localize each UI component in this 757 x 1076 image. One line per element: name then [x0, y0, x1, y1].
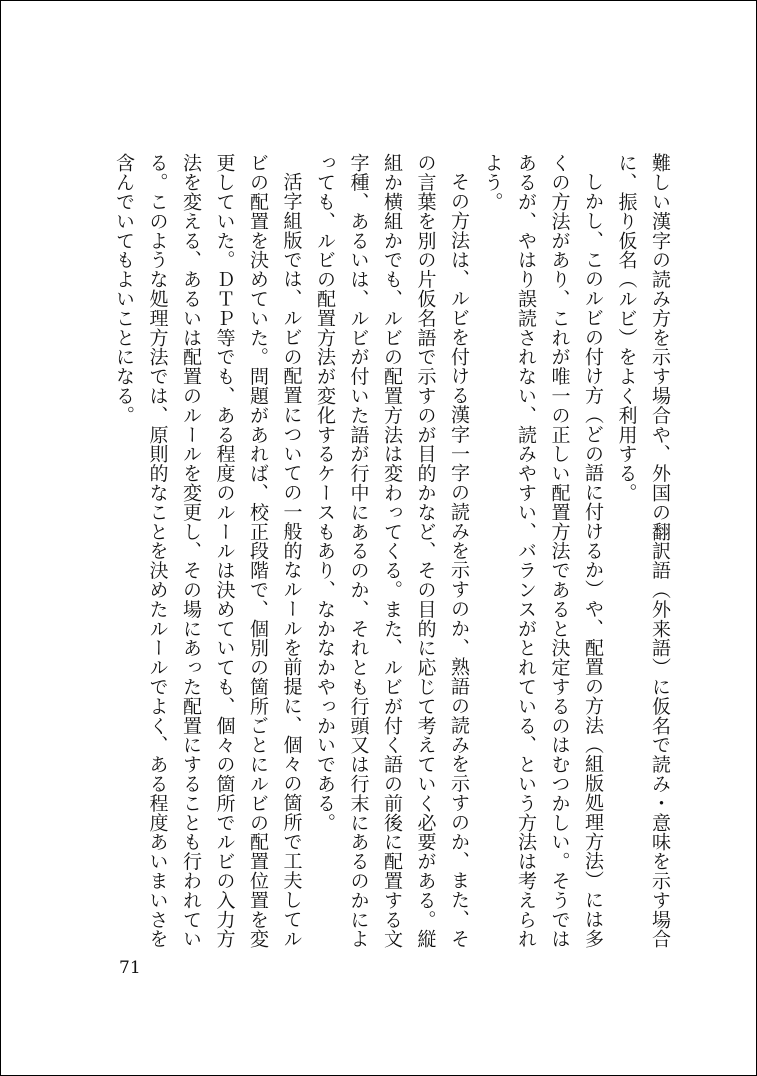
paragraph-1: 難しい漢字の読み方を示す場合や、外国の翻訳語（外来語）に仮名で読み・意味を示す場合に、振り仮名（ルビ）をよく利用する。 [615, 153, 671, 949]
paragraph-2: しかし、このルビの付け方（どの語に付けるか）や、配置の方法（組版処理方法）には多くの方法があり、これが唯一の正しい配置方法であると決定するのはむつかしい。そうではあるが、やはり誤読されない、読みやすい、バランスがとれている、という方法は考えられよう。 [481, 153, 604, 949]
paragraph-3: その方法は、ルビを付ける漢字一字の読みを示すのか、熟語の読みを示すのか、また、その言葉を別の片仮名語で示すのが目的かなど、その目的に応じて考えていく必要がある。縦組か横組かでも、ルビの配置方法は変わってくる。また、ルビが付く語の前後に配置する文字種、あるいは、ルビが付いた語が行中にあるのか、それとも行頭又は行末にあるのかによっても、ルビの配置方法が変化するケースもあり、なかなかやっかいである。 [314, 153, 470, 949]
page-number: 71 [119, 958, 141, 978]
paragraph-4: 活字組版では、ルビの配置についての一般的なルールを前提に、個々の箇所で工夫してルビの配置を決めていた。問題があれば、校正段階で、個別の箇所ごとにルビの配置位置を変更していた。ＤＴＰ等でも、ある程度のルールは決めていても、個々の箇所でルビの入力方法を変える、あるいは配置のルールを変更し、その場にあった配置にすることも行われている。このような処理方法では、原則的なことを決めたルールでよく、ある程度あいまいさを含んでいてもよいことになる。 [113, 153, 303, 949]
body-text [107, 153, 677, 963]
